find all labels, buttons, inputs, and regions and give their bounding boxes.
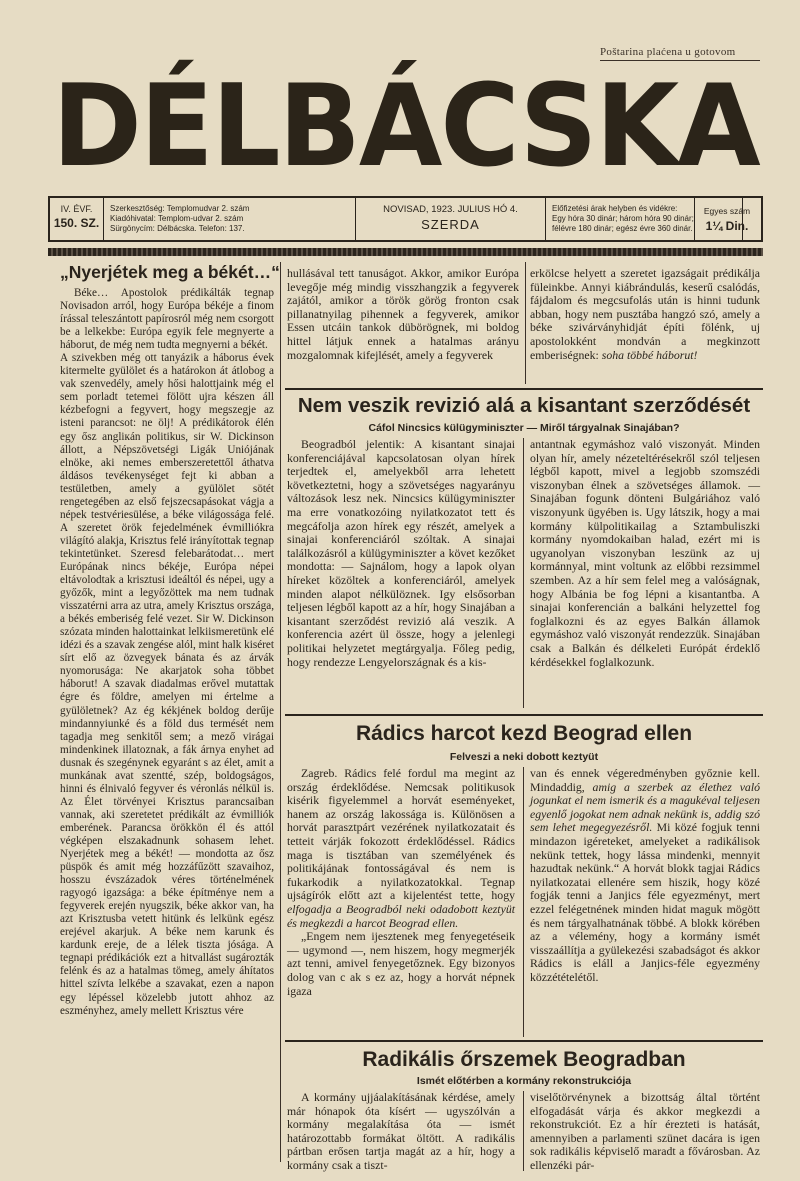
article1-col2 <box>530 438 760 669</box>
masthead <box>48 62 763 192</box>
article3-col2 <box>530 1091 760 1173</box>
lead-continuation-mid: hullásával tett tanuságot. Akkor, amikor Európa levegője még mindig visszhangzik a fegyverek zajától, amikor a török görög fronton csak pillanatnyilag pihennek a fegyverek, amikor Essen utcáin tankok dübörögnek, mi boldog hittel látjuk ennek a hatalmas arányu mozgalomnak kifejlését, amely a fegyverek <box>287 266 519 362</box>
masthead-title: DÉLBÁCSKA <box>52 60 759 193</box>
date-cell <box>356 198 546 240</box>
single-copy-label: Egyes szám <box>703 206 751 216</box>
lead-paragraph-2: A szivekben még ott tanyázik a háborus évek kitermelte gyülölet és a határokon át átlobog a vak szenvedély, amely hősi halottjaink még el sem porladt tetemei fölött ujra készen áll kézbefogni a fegyvert, hogy megszegje az isteni parancsot: ne ölj! A prédikátorok élén egy ősz angliкán politikus, sir W. Dickinson állott, a Népszövetségi Ligák Uniójának elnöke, aki nemes emberszeretettől áthatva áldásos tevékenységet fejt ki abban a testületben, amely a gyülölet sötét rengetegében az első fejszecsapásokat vágja a népek testvériesülése, a béke világossága felé. A szeretet örök fejedelmének évmilliókra világító alakja, Krisztus felé irányítottak tegnap tekintetünket. Szeresd felebarátodat… mert Európának nincs békéje, Európa népei eltávolodtak a krisztusi ideáltól és népei, ugy a győzők, mint a legyőzöttek ma nem tudnak visszatérni arra az utra, amely Krisztus országa, a békés emberiség felé vezet. Sir W. Dickinson szózata minden halottainkat lelkiismeretünk elé idézi és a szavak zengése alól, mint halk kiséret sírt elő az özvegyek bánata és az árvák nyomorusága: Ne akarjatok soha többet háborut! A szavak diadalmas erővel mutattak égre és földre, amelyen mi értelme a gyülöletnek? Az ég kékjének boldog derűje mindannyiunké és a föld dus termését nem tagadja meg senkitől sem; a mező virágai mindenkinek illatoznak, a fák árnya enyhet ad dusnak és szegénynek egyaránt s az élet, amit a munkának avat szentté, szép, boldogságos, hinni és élnivaló fegyver és véronlás nélkül is. Az Élet törvényei Krisztus parancsaiban vannak, aki szeretetet prédikált az évmilliók emberének. Parancsa örökkön él és attól végképen elszakadnunk sohasem lehet. Nyerjétek meg a békét! — mondotta az ősz püspök és amit még hozzáfűzött szavaihoz, hosszu évszázadok véres történelmének ragyogó igazsága: a béke építménye nem a fegyverek erején nyugszik, béke akkor van, ha azt Krisztusba vetett hitünk és lelkünk egész erejével akarjuk. A béke nem karunk és kardunk ereje, de a lélek tiszta jósága. A tegnapi prédikációk ezt a hitvallást sugározták felénk és az a hatalmas tömeg, amely áhítatos hittel szívta lelkébe a szavakat, ezen a napon egy lépéssel közelebb jutott ahhoz az eszményhez, amely mellett Krisztus vére <box>60 352 274 1017</box>
article3-col1 <box>287 1091 515 1173</box>
editorial-cell <box>104 198 356 240</box>
article1-col1-text: Beogradból jelentik: A kisantant sinajai konferenciájával kapcsolatosan olyan hírek terjedtek el, amelyekből arra lehetett következtetni, hogy a szövetséges nagyarányu változások lesz nek. Nincsics külügyminiszter ma erre vonatkozóing nyilatkozatot tett és megcáfolja azon hírek egy részét, amelyek a sinajai konferenciáról szóltak. A sinajai találkozásról a külügyminiszter a követ kezőket mondotta: — Sajnálom, hogy a lapok olyan híreket közöltek a konferenciáról, amelyek minden alapot nélkülöznek. Igy elsősorban teljesen légből kapott az a hír, hogy Sinajában a kisantant szerződést revizió alá veszik. A konferencia azért ül össze, hogy a jelenlegi politikai helyzetet megtárgyalja. Főleg pedig, hogy rendezze Lengyelországnak és a kis- <box>287 437 515 669</box>
single-copy-amount: 1¼ Din. <box>705 219 749 233</box>
article1-divider <box>523 438 524 708</box>
subscription-rates-1: Egy hóra 30 dinár; három hóra 90 dinár; <box>552 214 694 223</box>
lead-continuation-right-italic: soha többé háborut! <box>601 347 698 362</box>
volume: IV. ÉVF. <box>60 204 93 214</box>
article2-col2-b: amig a szerbek az élethez való jogunkat el nem ismerik és a magukéval teljesen egyenlő jogokat nem adnak nekünk is, addig szó sem lehet megegyezésről. <box>530 779 761 835</box>
header-rule <box>48 248 763 256</box>
column-divider-1 <box>280 262 281 1162</box>
article2-col1 <box>287 767 515 998</box>
article2-col1-c: „Engem nem ijesztenek meg fenyegetéseik — ugymond —, nem hiszem, hogy megmerjék azt tenni, amivel fenyegetőznek. Egy bizonyos dolog van c ak s ez az, hogy a horvát népnek igaza <box>287 929 515 998</box>
price-divider <box>694 198 695 240</box>
lead-column <box>60 262 280 1018</box>
single-copy-price <box>696 206 758 233</box>
editorial-office: Szerkesztőség: Templomudvar 2. szám <box>110 204 250 213</box>
lead-body <box>60 287 274 1018</box>
article2-col1-b: elfogadja a Beogradból neki odadobott keztyüt és megkezdi a harcot Beograd ellen. <box>287 901 515 930</box>
article2-col2-a: van és ennek végeredményben győznie kell. Mindaddig, <box>530 766 760 794</box>
issue-number: 150. SZ. <box>53 216 100 230</box>
article2-subhead: Felveszi a neki dobott keztyüt <box>449 751 599 763</box>
article2-top-rule <box>285 714 763 716</box>
article2-col1-text <box>287 767 515 930</box>
lead-continuation-right-text: erkölcse helyett a szeretet igazságait prédikálja füleinkbe. Annyi kiábrándulás, keserű csalódás, fájdalom és megcsufolás után is hinni tudunk abban, hogy nem pusztába hangzó szó, amely a béke szivárványhidját építi fölénk, uj apostolokként mondván a megkinzott emberiségnek: <box>530 266 760 362</box>
article2-col1-a: Zagreb. Rádics felé fordul ma megint az ország érdeklődése. Nemcsak politikusok kisérik figyelemmel a horvát eseményeket, hanem az ország lakossága is. Különösen a horvát parasztpárt vezérének nyilatkozatait és tetteit várják fokozott érdeklődéssel. Rádics maga is tisztában van személyének és politikájának fontosságával és nem is fukarkodik a nyilatkozatokkal. Tegnap ujságírók előtt azt a kijelentést tette, hogy <box>287 766 515 903</box>
article3-divider <box>523 1091 524 1171</box>
article3-col2-text: viselőtörvénynek a bizottság által történt elfogadását várja és akkor megkezdi a rekonstrukciót. Ez a hír érezteti is hatását, amennyiben a parlamenti szünet dacára is igen sok radikális képviselő maradt a fővárosban. Az ellenzéki pár- <box>530 1090 760 1172</box>
article2-col2-text <box>530 767 760 985</box>
article2-col2-c: Mi közé fogjuk tenni mindazon igéreteket, amelyeket a radikálisok nekünk tettek, hogy lássa mindenki, mennyit hazudtak nekünk.“ A horvát blokk tagjai Rádics nyilatkozatai ellenére sem hiszik, hogy közé fogják tenni a Janjics féle egyezményt, mert ezzel felégetnének minden hidat maguk mögött és nem tárgyalhatnának többé. A blokk körében az a vélemény, hogy a kormány ismét visszaállítja a gyülekezési szabadságot és akkor Rádics is eláll a Janjics-féle egyezmény közzétételétől. <box>530 820 760 984</box>
header-info-box <box>48 196 763 242</box>
article3-col1-text: A kormány ujjáalakításának kérdése, amely már hónapok óta kísért — ugyszólván a kormány megalakítása óta — ismét határozottabb formákat öltött. A radikális pártban erősen tartja magát az a hír, hogy a kormány csak a tiszt- <box>287 1090 515 1172</box>
lead-continuation-right <box>530 267 760 362</box>
article3-subhead: Ismét előtérben a kormány rekonstrukciója <box>416 1075 632 1087</box>
subscription-heading: Előfizetési árak helyben és vidékre: <box>552 204 678 213</box>
article3-headline: Radikális őrszemek Beogradban <box>362 1048 686 1071</box>
article1-col1 <box>287 438 515 669</box>
article3-top-rule <box>285 1040 763 1042</box>
issue-weekday: SZERDA <box>421 217 480 232</box>
article2-headline: Rádics harcot kezd Beograd ellen <box>355 722 693 745</box>
article1-headline: Nem veszik revizió alá a kisantant szerződését <box>297 394 751 417</box>
volume-cell <box>50 198 104 240</box>
publisher-office: Kiadóhivatal: Templom-udvar 2. szám <box>110 214 244 223</box>
postal-note: Poštarina plaćena u gotovom <box>600 46 736 58</box>
lead-title: „Nyerjétek meg a békét…“ <box>60 262 280 282</box>
article1-top-rule <box>285 388 763 390</box>
lead-paragraph-1: Béke… Apostolok prédikálták tegnap Novisadon arról, hogy Európa békéje a finom írással teleszántott papírosról még nem csorgott be a lelkekbe: Európa egyik fele megnyerte a háborut, de még nem tudta megnyerni a békét. <box>60 287 274 352</box>
article2-col2 <box>530 767 760 985</box>
article1-subhead: Cáfol Nincsics külügyminiszter — Miről tárgyalnak Sinajában? <box>368 422 680 434</box>
column-divider-2 <box>525 262 526 384</box>
issue-date: NOVISAD, 1923. JULIUS HÓ 4. <box>383 204 518 215</box>
article1-col2-text: antantnak egymáshoz való viszonyát. Minden olyan hír, amely nézeteltérésekről szól teljesen légből kapott, mivel a legjobb szomszédi viszonyban élnek a szövetséges államok. — Sinajában fogunk dönteni Bulgáriához való viszonyunk ügyében is. Ugy látszik, hogy a mai kormány külpolitikailag a Sztambuliszki kormány nyomdokaiban halad, ezért mi is ugyanolyan viszonyban leszünk az uj kormánnyal, mint voltunk az előbbi rezsimmel szemben. Az a hír sem felel meg a valóságnak, hogy Albánia be fog lépni a kisantantba. A sinajai konferencián a balkáni helyzettel fog foglalkozni és az egyes Balkán államok egymáshoz való viszonyát rendezzük. Sinajában csak a Balkán és délkeleti Európát érdeklő kérdésekkel foglalkozunk. <box>530 437 760 669</box>
subscription-rates-2: félévre 180 dinár; egész évre 360 dinár. <box>552 224 693 233</box>
telegraph-phone: Sürgönycím: Délbácska. Telefon: 137. <box>110 224 245 233</box>
article2-divider <box>523 767 524 1037</box>
